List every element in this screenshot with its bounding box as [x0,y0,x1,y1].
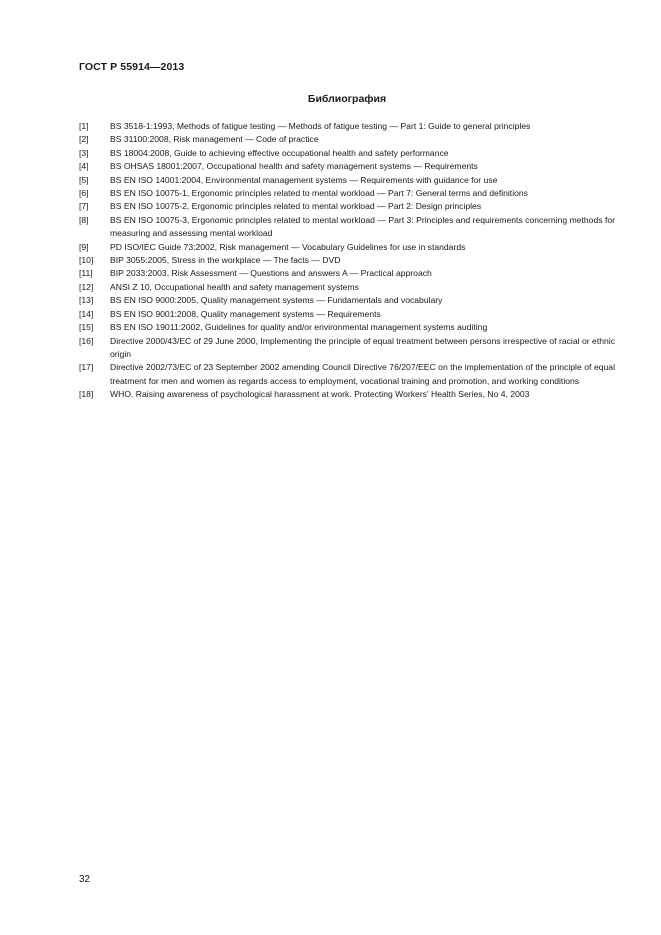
reference-number: [2] [79,134,89,145]
reference-number: [3] [79,147,89,158]
reference-number: [18] [79,389,94,400]
reference-item [79,214,615,241]
reference-item [79,241,615,254]
reference-item [79,120,615,133]
reference-item [79,160,615,173]
reference-text: BS OHSAS 18001:2007, Occupational health and safety management systems — Requirements [110,161,478,172]
reference-number: [1] [79,121,89,131]
reference-number: [12] [79,281,94,292]
reference-number: [14] [79,308,94,319]
reference-number: [16] [79,335,94,346]
reference-text: BS EN ISO 10075-3, Ergonomic principles related to mental workload — Part 3: Principles and requirements concerning methods for measuring and assessing mental workload [110,214,615,239]
reference-text: BS 31100:2008, Risk management — Code of practice [110,134,319,145]
reference-text: WHO. Raising awareness of psychological harassment at work. Protecting Workers' Health Series, No 4, 2003 [110,389,530,400]
reference-item [79,321,615,334]
reference-number: [6] [79,188,89,199]
bibliography-title: Библиография [307,93,387,105]
reference-item [79,281,615,294]
reference-number: [10] [79,255,94,266]
reference-text: Directive 2000/43/EC of 29 June 2000, Implementing the principle of equal treatment between persons irrespective of racial or ethnic origin [110,335,615,359]
reference-item [79,200,615,213]
reference-text: BS 18004:2008, Guide to achieving effective occupational health and safety performance [110,147,449,158]
reference-number: [8] [79,214,89,225]
reference-item [79,267,615,280]
reference-item [79,308,615,321]
page-number: 32 [79,874,91,885]
document-header: ГОСТ Р 55914—2013 [79,61,185,73]
reference-number: [13] [79,295,94,306]
reference-item [79,147,615,160]
reference-item [79,174,615,187]
reference-number: [4] [79,161,89,172]
reference-item [79,254,615,267]
reference-text: BIP 2033:2003, Risk Assessment — Questions and answers A — Practical approach [110,268,432,279]
reference-text: BS EN ISO 14001:2004, Environmental management systems — Requirements with guidance for use [110,174,498,185]
reference-text: BS EN ISO 19011:2002, Guidelines for quality and/or environmental management systems auditing [110,322,488,333]
reference-text: Directive 2002/73/EC of 23 September 2002 amending Council Directive 76/207/EEC on the implementation of the principle of equal treatment for men and women as regards access to employment, vocational training and promotion, and working conditions [110,362,615,386]
reference-number: [7] [79,201,89,212]
reference-list [79,120,615,402]
reference-number: [11] [79,268,93,279]
reference-text: BS EN ISO 9000:2005, Quality management systems — Fundamentals and vocabulary [110,295,443,306]
reference-text: BS 3518-1:1993, Methods of fatigue testing — Methods of fatigue testing — Part 1: Guide to general principles [110,121,531,131]
reference-text: PD ISO/IEC Guide 73:2002, Risk management — Vocabulary Guidelines for use in standards [110,241,466,252]
reference-text: ANSI Z 10, Occupational health and safety management systems [110,281,359,292]
reference-item [79,335,615,362]
reference-text: BS EN ISO 10075-2, Ergonomic principles related to mental workload — Part 2: Design principles [110,201,482,212]
reference-number: [15] [79,322,94,333]
reference-number: [17] [79,362,94,373]
reference-text: BS EN ISO 9001:2008, Quality management systems — Requirements [110,308,381,319]
reference-number: [5] [79,174,89,185]
reference-item [79,294,615,307]
reference-text: BIP 3055:2005, Stress in the workplace — The facts — DVD [110,255,341,266]
reference-number: [9] [79,241,89,252]
reference-item [79,187,615,200]
reference-item [79,388,615,401]
reference-item [79,133,615,146]
reference-item [79,361,615,388]
reference-text: BS EN ISO 10075-1, Ergonomic principles related to mental workload — Part 7: General terms and definitions [110,188,528,199]
